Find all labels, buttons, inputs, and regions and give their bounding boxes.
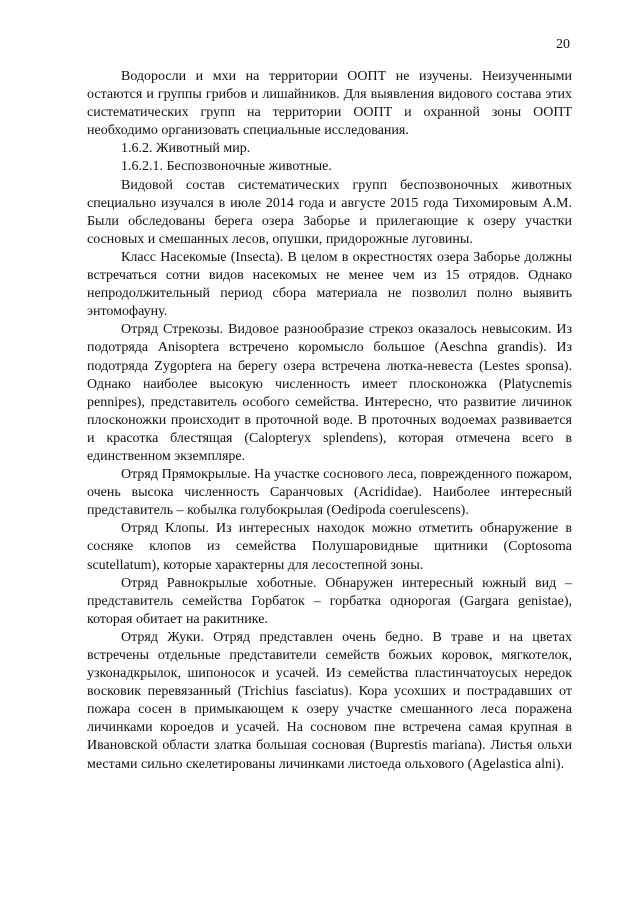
paragraph-algae-mosses: Водоросли и мхи на территории ООПТ не изучены. Неизученными остаются и группы грибов и лишайников. Для выявления видового состава этих систематических групп на территории ООПТ и охранной зоны ООПТ необходимо организовать специальные исследования. [87, 69, 572, 139]
paragraph-beetles: Отряд Жуки. Отряд представлен очень бедно. В траве и на цветах встречены отдельные представители семейств божьих коровок, мягкотелок, узконадкрылок, шипоносок и усачей. Из семейства пластинчатоусых нередок восковик перевязанный (Trichius fasciatus). Кора усохших и пострадавших от пожара сосен в примыкающем к озеру участке смешанного леса поражена личинками короедов и усачей. На сосновом пне встречена самая крупная в Ивановской области златка большая сосновая (Buprestis mariana). Листья ольхи местами сильно скелетированы личинками листоеда ольхового (Agelastica alni). [87, 629, 572, 772]
paragraph-species-study: Видовой состав систематических групп беспозвоночных животных специально изучался в июле 2014 года и августе 2015 года Тихомировым А.М. Были обследованы берега озера Заборье и прилегающие к озеру участки сосновых и смешанных лесов, опушки, придорожные луговины. [87, 177, 572, 247]
section-heading-fauna: 1.6.2. Животный мир. [121, 141, 251, 157]
subsection-heading-invertebrates: 1.6.2.1. Беспозвоночные животные. [121, 159, 332, 175]
paragraph-orthoptera: Отряд Прямокрылые. На участке соснового леса, поврежденного пожаром, очень высока численность Саранчовых (Acrididae). Наиболее интересный представитель – кобылка голубокрылая (Oedipoda coerulescens). [87, 467, 572, 519]
page-number: 20 [556, 37, 570, 52]
page-body [87, 68, 572, 774]
paragraph-insects: Класс Насекомые (Insecta). В целом в окрестностях озера Заборье должны встречаться сотни видов насекомых не менее чем из 15 отрядов. Однако непродолжительный период сбора материала не позволил полно выявить энтомофауну. [87, 249, 572, 320]
paragraph-homoptera: Отряд Равнокрылые хоботные. Обнаружен интересный южный вид – представитель семейства Горбаток – горбатка однорогая (Gargara genistae), которая обитает на ракитнике. [87, 575, 572, 627]
paragraph-bugs: Отряд Клопы. Из интересных находок можно отметить обнаружение в сосняке клопов из семейства Полушаровидные щитники (Coptosoma scutellatum), которые характерны для лесостепной зоны. [87, 521, 572, 573]
paragraph-dragonflies: Отряд Стрекозы. Видовое разнообразие стрекоз оказалось невысоким. Из подотряда Anisoptera встречено коромысло большое (Aeschna grandis). Из подотряда Zygoptera на берегу озера встречена лютка-невеста (Lestes sponsa). Однако наиболее высокую численность имеет плосконожка (Platycnemis pennipes), представитель особого семейства. Интересно, что развитие личинок плосконожки происходит в проточной воде. В проточных водоемах развивается и красотка блестящая (Calopteryx splendens), которая отмечена всего в единственном экземпляре. [87, 322, 572, 464]
